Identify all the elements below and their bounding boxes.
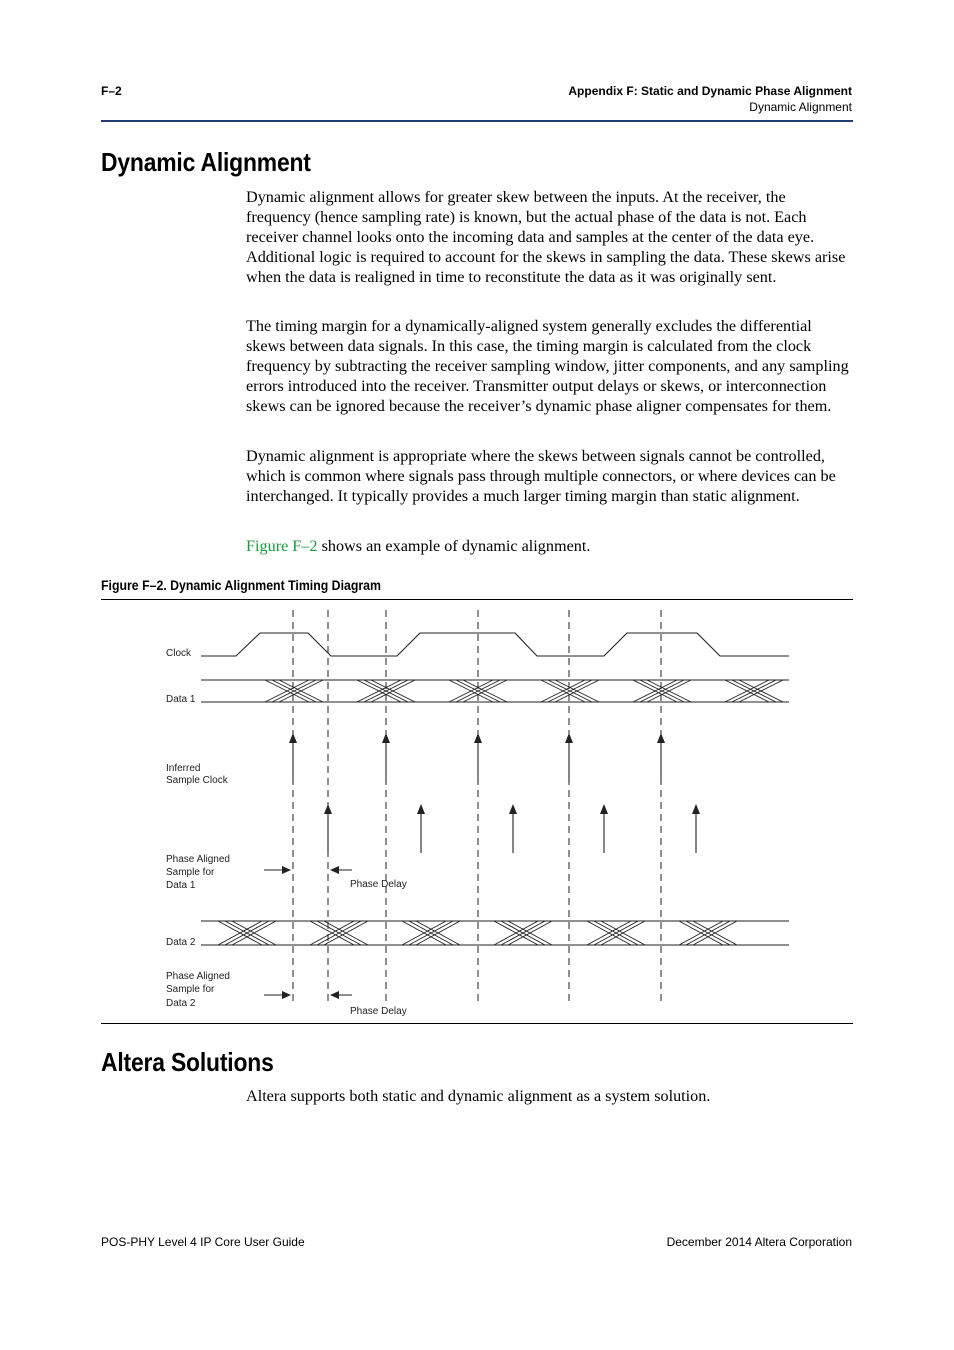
label-phase-delay-1: Phase Delay xyxy=(350,879,407,890)
pd2-left-head xyxy=(330,991,339,999)
figure-link[interactable]: Figure F–2 xyxy=(246,537,318,555)
label-pa1-1: Phase Aligned xyxy=(166,854,230,865)
label-pa1-2: Sample for xyxy=(166,867,215,878)
inferred-arrow-0-head xyxy=(289,733,297,743)
pd1-left-head xyxy=(330,866,339,874)
inferred-arrow-1-head xyxy=(382,733,390,743)
inferred-arrow-4-head xyxy=(657,733,665,743)
paragraph-1: Dynamic alignment allows for greater skew between the inputs. At the receiver, the frequency (hence sampling rate) is known, but the actual phase of the data is not. Each receiver channel looks onto the incoming data and samples at the center of the data eye. Additional logic is required to account for the skews in sampling the data. These skews arise when the data is realigned in time to reconstitute the data as it was originally sent. xyxy=(246,188,846,287)
data2-waveform xyxy=(201,921,789,945)
paragraph-3: Dynamic alignment is appropriate where the skews between signals cannot be controlled, which is common where signals pass through multiple connectors, or where devices can be interchanged. It typically provides a much larger timing margin than static alignment. xyxy=(246,447,836,506)
label-inferred-2: Sample Clock xyxy=(166,775,228,786)
figure-caption: Figure F–2. Dynamic Alignment Timing Diagram xyxy=(101,578,381,593)
page-number: F–2 xyxy=(101,84,122,98)
label-clock: Clock xyxy=(166,648,192,659)
footer-doc-title: POS-PHY Level 4 IP Core User Guide xyxy=(101,1235,305,1249)
data1-waveform xyxy=(201,680,789,702)
label-inferred-1: Inferred xyxy=(166,763,201,774)
paragraph-2: The timing margin for a dynamically-aligned system generally excludes the differential skews between data signals. In this case, the timing margin is calculated from the clock frequency by subtracting the receiver sampling window, jitter components, and any sampling errors introduced into the receiver. Transmitter output delays or skews, or interconnection skews can be ignored because the receiver’s dynamic phase aligner compensates for them. xyxy=(246,317,849,416)
label-data1: Data 1 xyxy=(166,694,196,705)
paragraph-altera: Altera supports both static and dynamic alignment as a system solution. xyxy=(246,1087,711,1105)
label-data2: Data 2 xyxy=(166,937,196,948)
label-pa2-3: Data 2 xyxy=(166,998,196,1009)
clock-line xyxy=(201,633,789,656)
label-pa2-2: Sample for xyxy=(166,984,215,995)
heading-altera-solutions: Altera Solutions xyxy=(101,1047,274,1077)
section-title: Dynamic Alignment xyxy=(749,100,852,114)
aligned-arrow-4-head xyxy=(692,804,700,814)
inferred-arrow-2-head xyxy=(474,733,482,743)
aligned-arrow-0-head xyxy=(324,804,332,814)
aligned-arrow-3-head xyxy=(600,804,608,814)
figure-bottom-rule xyxy=(101,1023,853,1024)
heading-dynamic-alignment: Dynamic Alignment xyxy=(101,147,311,177)
chapter-title: Appendix F: Static and Dynamic Phase Alignment xyxy=(568,84,852,98)
pd2-right-head xyxy=(282,991,291,999)
label-pa2-1: Phase Aligned xyxy=(166,971,230,982)
figure-ref-text: shows an example of dynamic alignment. xyxy=(317,537,591,555)
aligned-arrow-1-head xyxy=(417,804,425,814)
label-pa1-3: Data 1 xyxy=(166,880,196,891)
inferred-arrow-3-head xyxy=(565,733,573,743)
pd1-right-head xyxy=(282,866,291,874)
clock-waveform xyxy=(201,633,789,656)
label-phase-delay-2: Phase Delay xyxy=(350,1006,407,1017)
footer-date-company: December 2014 Altera Corporation xyxy=(666,1235,852,1249)
aligned-arrow-2-head xyxy=(509,804,517,814)
sample-arrows xyxy=(289,733,700,853)
